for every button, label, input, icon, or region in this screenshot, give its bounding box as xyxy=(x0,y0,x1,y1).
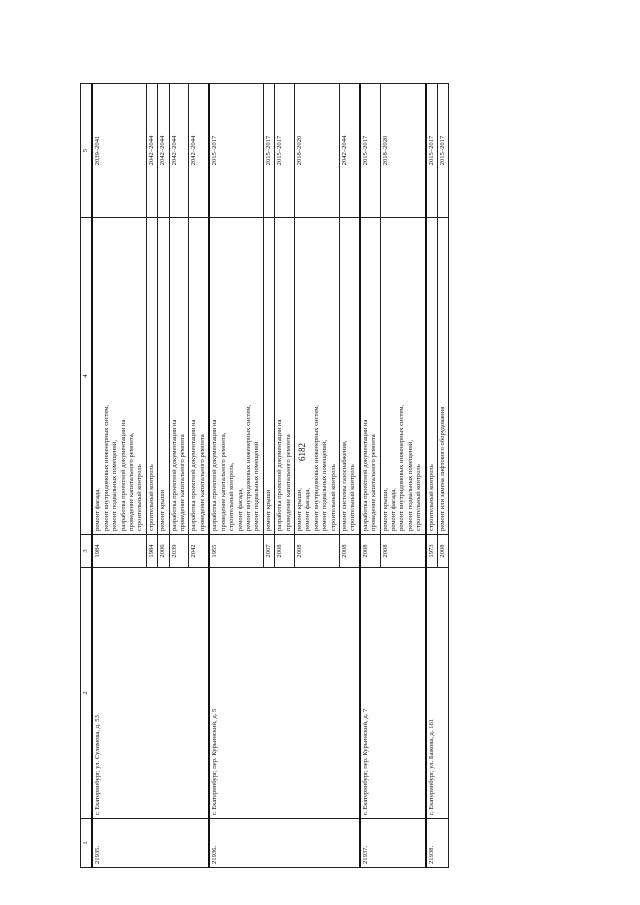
work-item: ремонт фасада, xyxy=(390,488,397,531)
capital-repair-table xyxy=(80,83,449,868)
work-item: ремонт системы газоснабжения, xyxy=(340,440,348,531)
work-item: проведение капитального ремонта, xyxy=(128,432,136,531)
works-cell xyxy=(169,218,189,535)
work-item: разработка проектной документации на xyxy=(276,419,284,531)
work-item: строительный контроль xyxy=(147,464,155,531)
column-header-5: 5 xyxy=(81,84,93,218)
year-cell: 2007 xyxy=(263,535,274,568)
work-item: ремонт крыши, xyxy=(381,488,389,531)
period-cell: 2015–2017 xyxy=(209,84,263,218)
work-item: проведение капитального ремонта xyxy=(179,434,187,531)
work-item: ремонт фасада, xyxy=(94,488,102,531)
row-number: 21937. xyxy=(360,819,426,868)
row-number: 21936. xyxy=(209,819,360,868)
work-item: строительный контроль, xyxy=(228,462,236,531)
address-cell: г. Екатеринбург, ул. Бажова, д. 161 xyxy=(426,568,449,819)
year-cell: 2008 xyxy=(294,535,339,568)
period-cell: 2039–2041 xyxy=(92,84,146,218)
work-item: ремонт или замена лифтового оборудования xyxy=(439,406,447,531)
year-cell: 1955 xyxy=(209,535,263,568)
period-cell: 2018–2020 xyxy=(294,84,339,218)
year-cell: 2008 xyxy=(275,535,295,568)
page-number: 6182 xyxy=(297,443,307,461)
header-row xyxy=(81,84,93,868)
works-cell xyxy=(380,218,426,535)
works-cell xyxy=(360,218,380,535)
year-cell: 1984 xyxy=(146,535,157,568)
work-item: проведение капитального ремонта xyxy=(198,434,206,531)
works-cell xyxy=(438,218,449,535)
table-row xyxy=(426,84,438,868)
work-item: проведение капитального ремонта xyxy=(284,434,292,531)
works-cell xyxy=(426,218,438,535)
work-item: разработка проектной документации на xyxy=(119,419,127,531)
period-cell: 2018–2020 xyxy=(380,84,426,218)
table-body xyxy=(81,84,449,868)
period-cell: 2015–2017 xyxy=(438,84,449,218)
works-cell xyxy=(189,218,209,535)
work-item: разработка проектной документации на xyxy=(361,419,369,531)
row-number: 21935. xyxy=(92,819,209,868)
works-cell xyxy=(146,218,157,535)
work-item: проведение капитального ремонта, xyxy=(219,432,227,531)
address-cell: г. Екатеринбург, ул. Сулимова, д. 53 xyxy=(92,568,209,819)
work-item: строительный контроль xyxy=(427,464,435,531)
period-cell: 2015–2017 xyxy=(263,84,274,218)
works-cell xyxy=(158,218,169,535)
year-cell: 1973 xyxy=(426,535,438,568)
works-cell xyxy=(275,218,295,535)
column-header-1: 1 xyxy=(81,819,93,868)
work-item: ремонт подвальных помещений, xyxy=(406,440,414,531)
period-cell: 2015–2017 xyxy=(360,84,380,218)
work-item: ремонт внутридомовых инженерных систем, xyxy=(312,404,320,531)
year-cell: 2008 xyxy=(380,535,426,568)
work-item: ремонт фасада, xyxy=(236,488,244,531)
work-item: ремонт внутридомовых инженерных систем, xyxy=(398,404,406,531)
period-cell: 2042–2044 xyxy=(158,84,169,218)
work-item: строительный контроль xyxy=(136,464,144,531)
year-cell: 2008 xyxy=(339,535,359,568)
work-item: ремонт внутридомовых инженерных систем, xyxy=(244,404,252,531)
year-cell: 2008 xyxy=(360,535,380,568)
period-cell: 2015–2017 xyxy=(426,84,438,218)
works-cell xyxy=(92,218,146,535)
period-cell: 2042–2044 xyxy=(169,84,189,218)
work-item: строительный контроль xyxy=(415,464,423,531)
row-number: 21938. xyxy=(426,819,449,868)
works-cell xyxy=(339,218,359,535)
work-item: разработка проектной документации на xyxy=(170,419,178,531)
period-cell: 2015–2017 xyxy=(275,84,295,218)
work-item: ремонт подвальных помещений, xyxy=(111,440,119,531)
work-item: ремонт внутридомовых инженерных систем, xyxy=(102,404,110,531)
year-cell: 2008 xyxy=(438,535,449,568)
works-cell xyxy=(209,218,263,535)
works-cell xyxy=(263,218,274,535)
table-row xyxy=(209,84,263,868)
year-cell: 2039 xyxy=(169,535,189,568)
work-item: ремонт крыши, xyxy=(295,488,303,531)
document-page-rotated xyxy=(80,83,565,868)
column-header-4: 4 xyxy=(81,218,93,535)
year-cell: 2042 xyxy=(189,535,209,568)
work-item: разработка проектной документации на xyxy=(211,419,219,531)
work-item: ремонт подвальных помещений, xyxy=(321,440,329,531)
year-cell: 2006 xyxy=(158,535,169,568)
table-row xyxy=(92,84,146,868)
work-item: ремонт подвальных помещений xyxy=(253,441,261,531)
period-cell: 2042–2044 xyxy=(339,84,359,218)
work-item: разработка проектной документации на xyxy=(190,419,198,531)
works-cell xyxy=(294,218,339,535)
column-header-3: 3 xyxy=(81,535,93,568)
work-item: ремонт крыши xyxy=(159,489,167,531)
address-cell: г. Екатеринбург, пер. Курьинский, д. 5 xyxy=(209,568,360,819)
period-cell: 2042–2044 xyxy=(189,84,209,218)
table-row xyxy=(360,84,380,868)
work-item: строительный контроль xyxy=(329,464,337,531)
work-item: ремонт фасада, xyxy=(304,488,312,531)
period-cell: 2042–2044 xyxy=(146,84,157,218)
work-item: проведение капитального ремонта xyxy=(370,434,378,531)
work-item: ремонт крыши xyxy=(264,489,272,531)
work-item: строительный контроль xyxy=(349,464,357,531)
year-cell: 1984 xyxy=(92,535,146,568)
column-header-2: 2 xyxy=(81,568,93,819)
address-cell: г. Екатеринбург, пер. Курьинский, д. 7 xyxy=(360,568,426,819)
